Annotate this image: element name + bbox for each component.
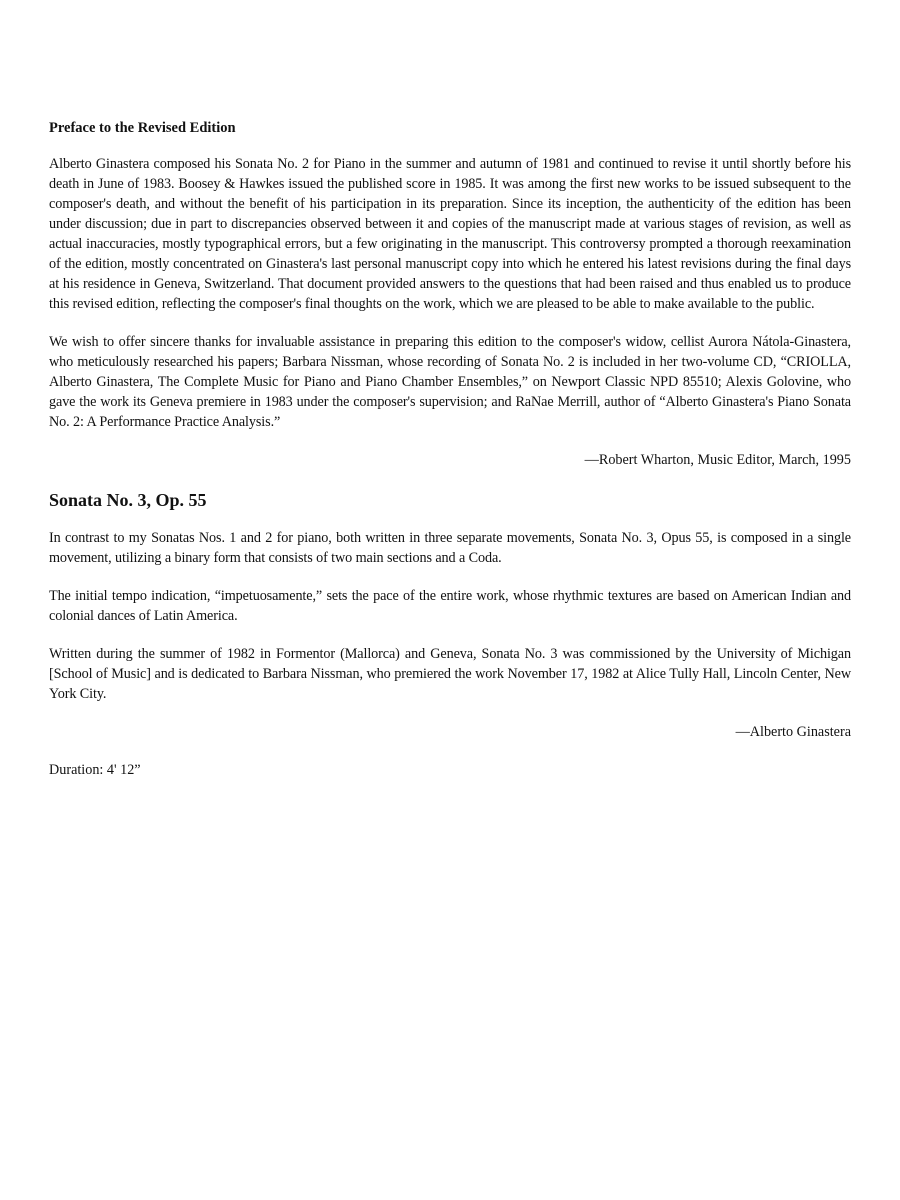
document-page bbox=[49, 118, 851, 780]
sonata-paragraph: The initial tempo indication, “impetuosamente,” sets the pace of the entire work, whose rhythmic textures are based on American Indian and colonial dances of Latin America. bbox=[49, 588, 851, 624]
sonata-signature: —Alberto Ginastera bbox=[735, 724, 851, 740]
sonata-title: Sonata No. 3, Op. 55 bbox=[49, 490, 207, 510]
preface-title: Preface to the Revised Edition bbox=[49, 120, 236, 136]
preface-paragraph: We wish to offer sincere thanks for invaluable assistance in preparing this edition to the composer's widow, cellist Aurora Nátola-Ginastera, who meticulously researched his papers; Barbara Nissman, whose recording of Sonata No. 2 is included in her two-volume CD, “CRIOLLA, Alberto Ginastera, The Complete Music for Piano and Piano Chamber Ensembles,” on Newport Classic NPD 85510; Alexis Golovine, who gave the work its Geneva premiere in 1983 under the composer's supervision; and RaNae Merrill, author of “Alberto Ginastera's Piano Sonata No. 2: A Performance Practice Analysis.” bbox=[49, 334, 851, 430]
preface-paragraph: Alberto Ginastera composed his Sonata No. 2 for Piano in the summer and autumn of 1981 and continued to revise it until shortly before his death in June of 1983. Boosey & Hawkes issued the published score in 1985. It was among the first new works to be issued subsequent to the composer's death, and without the benefit of his participation in its preparation. Since its inception, the authenticity of the edition has been under discussion; due in part to discrepancies observed between it and copies of the manuscript made at various stages of revision, as well as actual inaccuracies, mostly typographical errors, but a few originating in the manuscript. This controversy prompted a thorough reexamination of the edition, mostly concentrated on Ginastera's last personal manuscript copy into which he entered his latest revisions during the final days at his residence in Geneva, Switzerland. That document provided answers to the questions that had been raised and thus enabled us to produce this revised edition, reflecting the composer's final thoughts on the work, which we are pleased to be able to make available to the public. bbox=[49, 156, 851, 312]
preface-section bbox=[49, 118, 851, 470]
sonata-paragraph: Written during the summer of 1982 in Formentor (Mallorca) and Geneva, Sonata No. 3 was commissioned by the University of Michigan [School of Music] and is dedicated to Barbara Nissman, who premiered the work November 17, 1982 at Alice Tully Hall, Lincoln Center, New York City. bbox=[49, 646, 851, 702]
duration-text: Duration: 4' 12” bbox=[49, 762, 141, 778]
preface-signature: —Robert Wharton, Music Editor, March, 1995 bbox=[584, 452, 851, 468]
sonata-paragraph: In contrast to my Sonatas Nos. 1 and 2 for piano, both written in three separate movements, Sonata No. 3, Opus 55, is composed in a single movement, utilizing a binary form that consists of two main sections and a Coda. bbox=[49, 530, 851, 566]
sonata-section bbox=[49, 488, 851, 780]
